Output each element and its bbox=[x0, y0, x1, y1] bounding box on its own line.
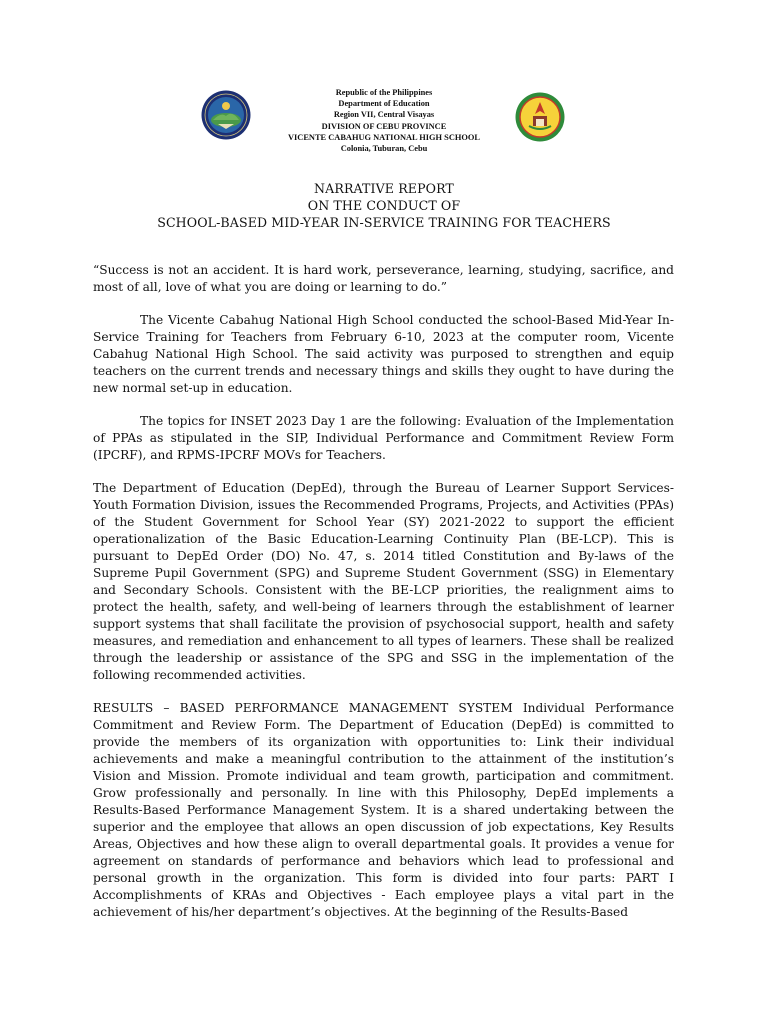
title-line-2: ON THE CONDUCT OF bbox=[307, 198, 461, 213]
report-body bbox=[93, 262, 674, 921]
deped-seal-icon bbox=[201, 90, 251, 140]
opening-quote: “Success is not an accident. It is hard work, perseverance, learning, studying, sacrifice, and most of all, love of what you are doing or learning to do.” bbox=[93, 263, 674, 294]
paragraph-topics-day1: The topics for INSET 2023 Day 1 are the following: Evaluation of the Implementation of PPAs as stipulated in the SIP, Individual Performance and Commitment Review Form (IPCRF), and RPMS-IPCRF MOVs for Teachers. bbox=[93, 414, 674, 462]
letterhead-line-division: DIVISION OF CEBU PROVINCE bbox=[321, 121, 447, 131]
letterhead-line-department: Department of Education bbox=[338, 99, 430, 109]
school-seal-icon bbox=[515, 92, 565, 142]
paragraph-introduction: The Vicente Cabahug National High School conducted the school-Based Mid-Year In-Service Training for Teachers from February 6-10, 2023 at the computer room, Vicente Cabahug National High School. The said activity was purposed to strengthen and equip teachers on the current trends and necessary things and skills they ought to have during the new normal set-up in education. bbox=[93, 313, 674, 395]
letterhead-line-address: Colonia, Tuburan, Cebu bbox=[340, 144, 428, 154]
report-title bbox=[0, 180, 768, 231]
title-line-3: SCHOOL-BASED MID-YEAR IN-SERVICE TRAINING FOR TEACHERS bbox=[157, 215, 611, 230]
letterhead-line-region: Region VII, Central Visayas bbox=[333, 110, 435, 120]
paragraph-deped-ppas: The Department of Education (DepEd), through the Bureau of Learner Support Services-Youth Formation Division, issues the Recommended Programs, Projects, and Activities (PPAs) of the Student Government for School Year (SY) 2021-2022 to support the efficient operationalization of the Basic Education-Learning Continuity Plan (BE-LCP). This is pursuant to DepEd Order (DO) No. 47, s. 2014 titled Constitution and By-laws of the Supreme Pupil Government (SPG) and Supreme Student Government (SSG) in Elementary and Secondary Schools. Consistent with the BE-LCP priorities, the realignment aims to protect the health, safety, and well-being of learners through the establishment of learner support systems that shall facilitate the provision of psychosocial support, health and safety measures, and remediation and enhancement to all types of learners. These shall be realized through the leadership or assistance of the SPG and SSG in the implementation of the following recommended activities. bbox=[93, 481, 674, 682]
letterhead-line-republic: Republic of the Philippines bbox=[335, 88, 433, 97]
letterhead-line-school: VICENTE CABAHUG NATIONAL HIGH SCHOOL bbox=[287, 132, 481, 142]
title-line-1: NARRATIVE REPORT bbox=[314, 181, 454, 196]
paragraph-rpms: RESULTS – BASED PERFORMANCE MANAGEMENT SYSTEM Individual Performance Commitment and Review Form. The Department of Education (DepEd) is committed to provide the members of its organization with opportunities to: Link their individual achievements and make a meaningful contribution to the attainment of the institution’s Vision and Mission. Promote individual and team growth, participation and commitment. Grow professionally and personally. In line with this Philosophy, DepEd implements a Results-Based Performance Management System. It is a shared undertaking between the superior and the employee that allows an open discussion of job expectations, Key Results Areas, Objectives and how these align to overall departmental goals. It provides a venue for agreement on standards of performance and behaviors which lead to professional and personal growth in the organization. This form is divided into four parts: PART I Accomplishments of KRAs and Objectives - Each employee plays a vital part in the achievement of his/her department’s objectives. At the beginning of the Results-Based bbox=[93, 701, 674, 919]
letterhead bbox=[250, 87, 518, 154]
